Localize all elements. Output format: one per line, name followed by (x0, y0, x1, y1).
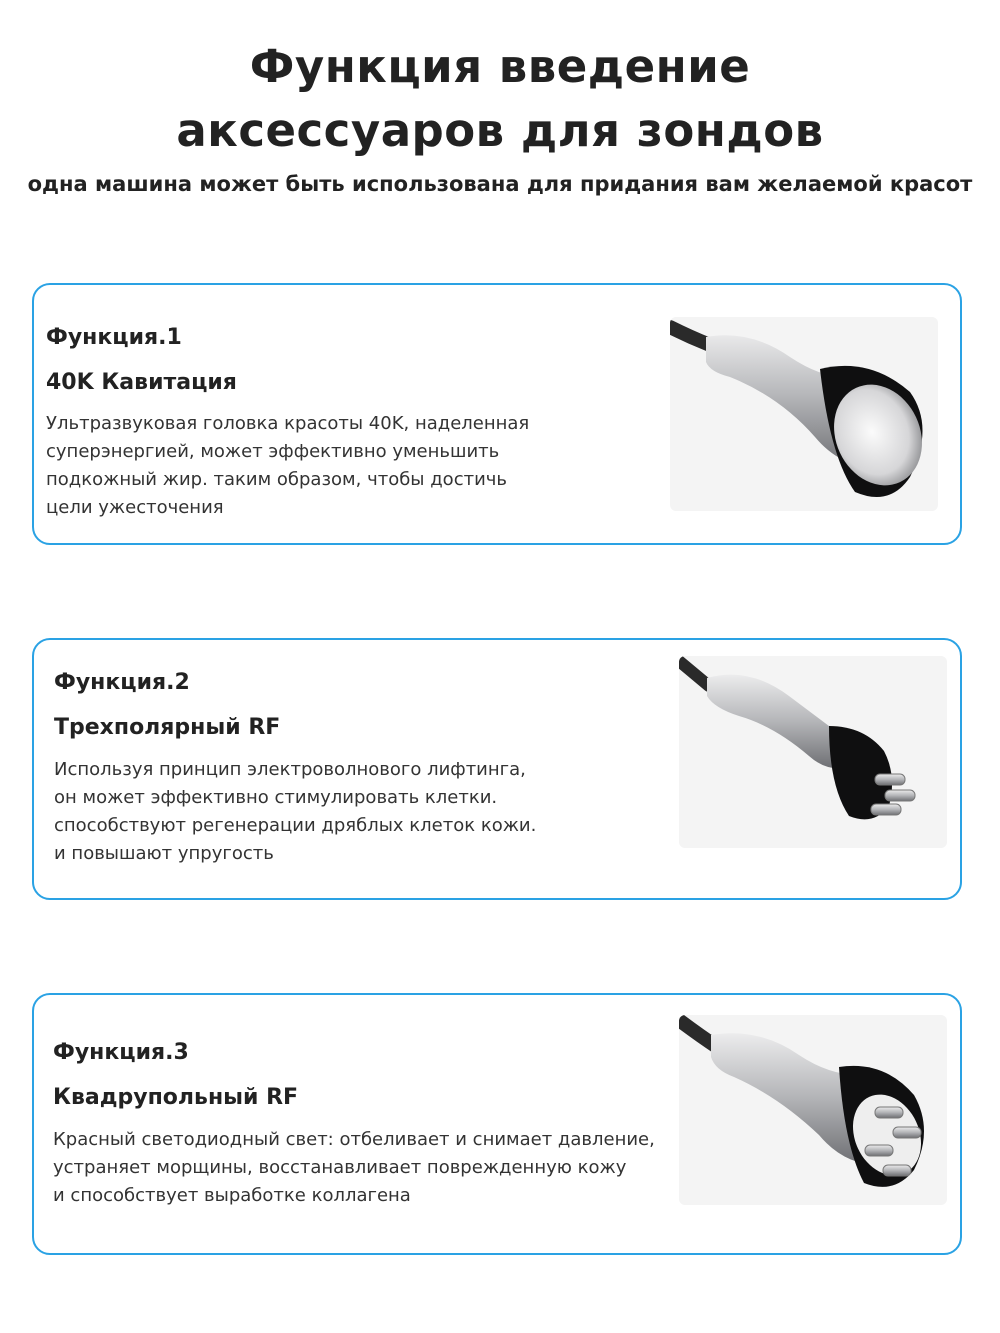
card-3-desc-line: и способствует выработке коллагена (53, 1185, 411, 1206)
card-1-label: Функция.1 (46, 325, 182, 350)
card-2-desc-line: и повышают упругость (54, 843, 274, 864)
cavitation-probe-image (670, 317, 938, 511)
card-2-desc-line: Используя принцип электроволнового лифтинга, (54, 759, 526, 780)
card-3-title: Квадрупольный RF (53, 1085, 299, 1110)
function-card-2 (32, 638, 962, 900)
card-1-title: 40K Кавитация (46, 370, 237, 395)
card-2-label: Функция.2 (54, 670, 190, 695)
quadrupolar-rf-probe-image (679, 1015, 947, 1205)
tripolar-rf-probe-image (679, 656, 947, 848)
card-2-desc-line: способствуют регенерации дряблых клеток кожи. (54, 815, 537, 836)
card-2-description (54, 756, 536, 868)
card-1-desc-line: подкожный жир. таким образом, чтобы достичь (46, 469, 508, 490)
card-1-description (46, 410, 529, 522)
card-3-desc-line: устраняет морщины, восстанавливает поврежденную кожу (53, 1157, 627, 1178)
function-card-3 (32, 993, 962, 1255)
card-3-description (53, 1126, 655, 1210)
page-subtitle: одна машина может быть использована для придания вам желаемой красот (27, 172, 973, 196)
card-3-desc-line: Красный светодиодный свет: отбеливает и снимает давление, (53, 1129, 655, 1150)
card-1-desc-line: цели ужесточения (46, 497, 224, 518)
card-2-desc-line: он может эффективно стимулировать клетки. (54, 787, 498, 808)
cavitation-probe-icon (670, 317, 938, 511)
page-title-line-2: аксессуаров для зондов (176, 104, 824, 157)
page-title-line-1: Функция введение (249, 40, 751, 93)
card-3-label: Функция.3 (53, 1040, 189, 1065)
card-1-desc-line: суперэнергией, может эффективно уменьшить (46, 441, 500, 462)
card-2-title: Трехполярный RF (54, 715, 281, 740)
function-card-1 (32, 283, 962, 545)
tripolar-rf-probe-icon (679, 656, 947, 848)
quadrupolar-rf-probe-icon (679, 1015, 947, 1205)
card-1-desc-line: Ультразвуковая головка красоты 40K, наделенная (46, 413, 530, 434)
